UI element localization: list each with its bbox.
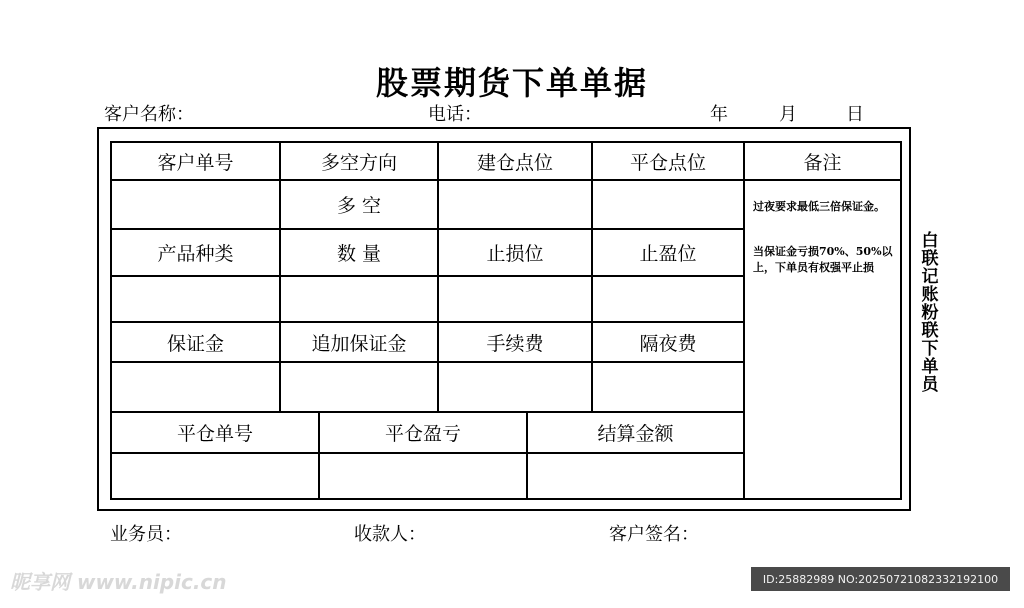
month-label: 月 (779, 104, 797, 125)
copy-instructions: 白联记账 粉联下单员 (921, 231, 939, 395)
header-cell-take-profit: 止盈位 (639, 243, 697, 265)
payee-label: 收款人： (354, 524, 426, 545)
document-title: 股票期货下单单据 (375, 64, 648, 102)
header-cell-stop-loss: 止损位 (486, 243, 544, 265)
col-line (743, 141, 745, 500)
cell-long-short: 多 空 (336, 195, 382, 217)
header-cell-close-point: 平仓点位 (629, 151, 706, 174)
day-label: 日 (846, 104, 864, 125)
header-cell-additional-margin: 追加保证金 (311, 332, 407, 355)
header-cell-overnight-fee: 隔夜费 (639, 332, 697, 355)
header-cell-direction: 多空方向 (320, 151, 397, 174)
customer-signature-label: 客户签名： (609, 524, 699, 545)
table-border-bottom (110, 498, 902, 500)
row-line (110, 179, 902, 181)
header-cell-settlement: 结算金额 (597, 423, 674, 445)
header-cell-remarks: 备注 (803, 151, 842, 174)
row-line (110, 275, 745, 277)
watermark: 昵享网 www.nipic.cn (10, 570, 227, 594)
year-label: 年 (710, 104, 728, 125)
id-bar: ID:25882989 NO:20250721082332192100 (751, 567, 1010, 591)
remark-note-overnight: 过夜要求最低三倍保证金。 (753, 200, 885, 213)
header-cell-order-no: 客户单号 (157, 151, 234, 174)
header-cell-fee: 手续费 (486, 332, 544, 355)
col-line (437, 141, 439, 412)
row-line (110, 361, 745, 363)
row-line (110, 452, 745, 454)
header-cell-open-point: 建仓点位 (476, 151, 553, 174)
remark-note-forced-close: 当保证金亏损70%、50%以上，下单员有权强平止损 (753, 245, 893, 274)
header-cell-close-pnl: 平仓盈亏 (384, 423, 461, 445)
table-border-right (900, 141, 902, 500)
header-cell-product: 产品种类 (157, 243, 234, 265)
phone-label: 电话： (428, 104, 482, 125)
header-cell-close-order-no: 平仓单号 (176, 423, 253, 445)
col-line (591, 141, 593, 412)
header-cell-quantity: 数 量 (336, 243, 382, 265)
salesperson-label: 业务员： (110, 524, 182, 545)
header-cell-margin: 保证金 (166, 332, 224, 355)
customer-name-label: 客户名称： (104, 104, 194, 125)
